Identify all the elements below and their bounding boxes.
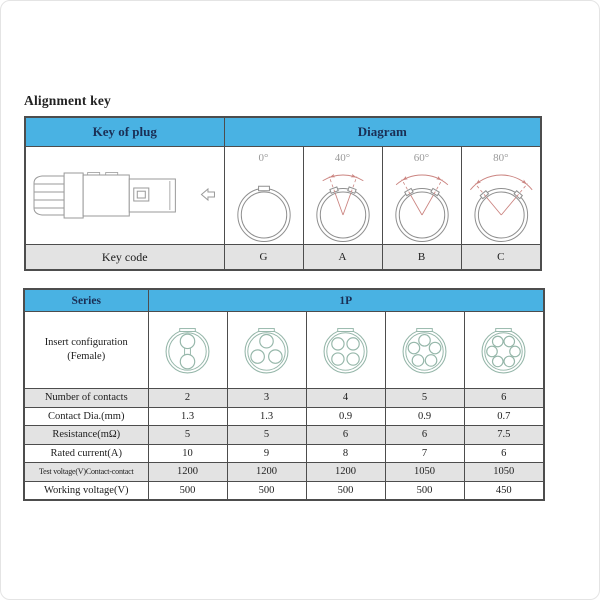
spec-value: 2 <box>148 389 227 408</box>
spec-value: 9 <box>227 444 306 463</box>
angle-label: 60° <box>413 152 430 164</box>
insert-configuration-label-line1: Insert configuration <box>44 337 128 349</box>
insert-3pin-icon <box>228 313 305 387</box>
spec-value: 8 <box>306 444 385 463</box>
spec-value: 0.7 <box>464 407 544 426</box>
page-title: Alignment key <box>24 93 111 108</box>
angle-label: 0° <box>258 152 269 164</box>
insert-configuration-label-line2: (Female) <box>67 351 106 362</box>
key-of-plug-header: Key of plug <box>25 117 224 147</box>
spec-row-working-voltage <box>24 481 544 500</box>
insert-diagram-cell-1 <box>227 312 306 389</box>
diagram-cell-3 <box>461 147 541 245</box>
spec-value: 0.9 <box>385 407 464 426</box>
spec-value: 3 <box>227 389 306 408</box>
spec-row-test-voltage <box>24 463 544 482</box>
spec-row-label: Working voltage(V) <box>24 481 148 500</box>
series-spec-table <box>23 288 545 501</box>
spec-value: 1200 <box>227 463 306 482</box>
key-code-value: A <box>303 245 382 271</box>
spec-row-contacts <box>24 389 544 408</box>
spec-value: 500 <box>148 481 227 500</box>
diagram-cell-2 <box>382 147 461 245</box>
diagram-cell-1 <box>303 147 382 245</box>
spec-row-label: Resistance(mΩ) <box>24 426 148 445</box>
spec-value: 5 <box>385 389 464 408</box>
insert-4pin-icon <box>307 313 384 387</box>
insert-2pin-icon <box>149 313 226 387</box>
spec-value: 6 <box>306 426 385 445</box>
spec-value: 0.9 <box>306 407 385 426</box>
key-code-label: Key code <box>25 245 224 271</box>
insert-diagram-cell-3 <box>385 312 464 389</box>
spec-value: 1050 <box>464 463 544 482</box>
diagram-row <box>25 147 541 245</box>
spec-value: 1200 <box>306 463 385 482</box>
plug-side-view-icon <box>26 147 224 244</box>
spec-value: 1.3 <box>148 407 227 426</box>
spec-row-label: Contact Dia.(mm) <box>24 407 148 426</box>
angle-label: 80° <box>493 152 509 164</box>
spec-value: 7.5 <box>464 426 544 445</box>
spec-row-label: Rated current(A) <box>24 444 148 463</box>
plug-illustration-cell <box>25 147 224 245</box>
insert-configuration-label <box>24 312 148 389</box>
spec-value: 6 <box>464 444 544 463</box>
key-code-value: C <box>461 245 541 271</box>
spec-row-resistance <box>24 426 544 445</box>
angle-label: 40° <box>334 152 351 164</box>
alignment-key-header-row <box>25 117 541 147</box>
alignment-key-table <box>24 116 542 271</box>
spec-value: 5 <box>227 426 306 445</box>
insert-6pin-icon <box>465 313 542 387</box>
insert-diagram-cell-2 <box>306 312 385 389</box>
spec-row-rated-current <box>24 444 544 463</box>
spec-value: 7 <box>385 444 464 463</box>
spec-value: 1050 <box>385 463 464 482</box>
key-code-value: G <box>224 245 303 271</box>
spec-value: 10 <box>148 444 227 463</box>
series-header-row <box>24 289 544 312</box>
spec-row-label: Number of contacts <box>24 389 148 408</box>
spec-value: 500 <box>306 481 385 500</box>
spec-value: 500 <box>385 481 464 500</box>
series-header: Series <box>24 289 148 312</box>
spec-value: 5 <box>148 426 227 445</box>
insert-diagram-cell-0 <box>148 312 227 389</box>
spec-row-label: Test voltage(V)Contact-contact <box>24 463 148 482</box>
spec-value: 1.3 <box>227 407 306 426</box>
spec-value: 500 <box>227 481 306 500</box>
diagram-cell-0 <box>224 147 303 245</box>
spec-value: 1200 <box>148 463 227 482</box>
diagram-header: Diagram <box>224 117 541 147</box>
series-value-header: 1P <box>148 289 544 312</box>
insert-configuration-row <box>24 312 544 389</box>
key-code-row <box>25 245 541 271</box>
spec-value: 4 <box>306 389 385 408</box>
spec-value: 450 <box>464 481 544 500</box>
spec-row-contact-dia <box>24 407 544 426</box>
insert-diagram-cell-4 <box>464 312 544 389</box>
spec-value: 6 <box>385 426 464 445</box>
insert-5pin-icon <box>386 313 463 387</box>
spec-value: 6 <box>464 389 544 408</box>
key-code-value: B <box>382 245 461 271</box>
